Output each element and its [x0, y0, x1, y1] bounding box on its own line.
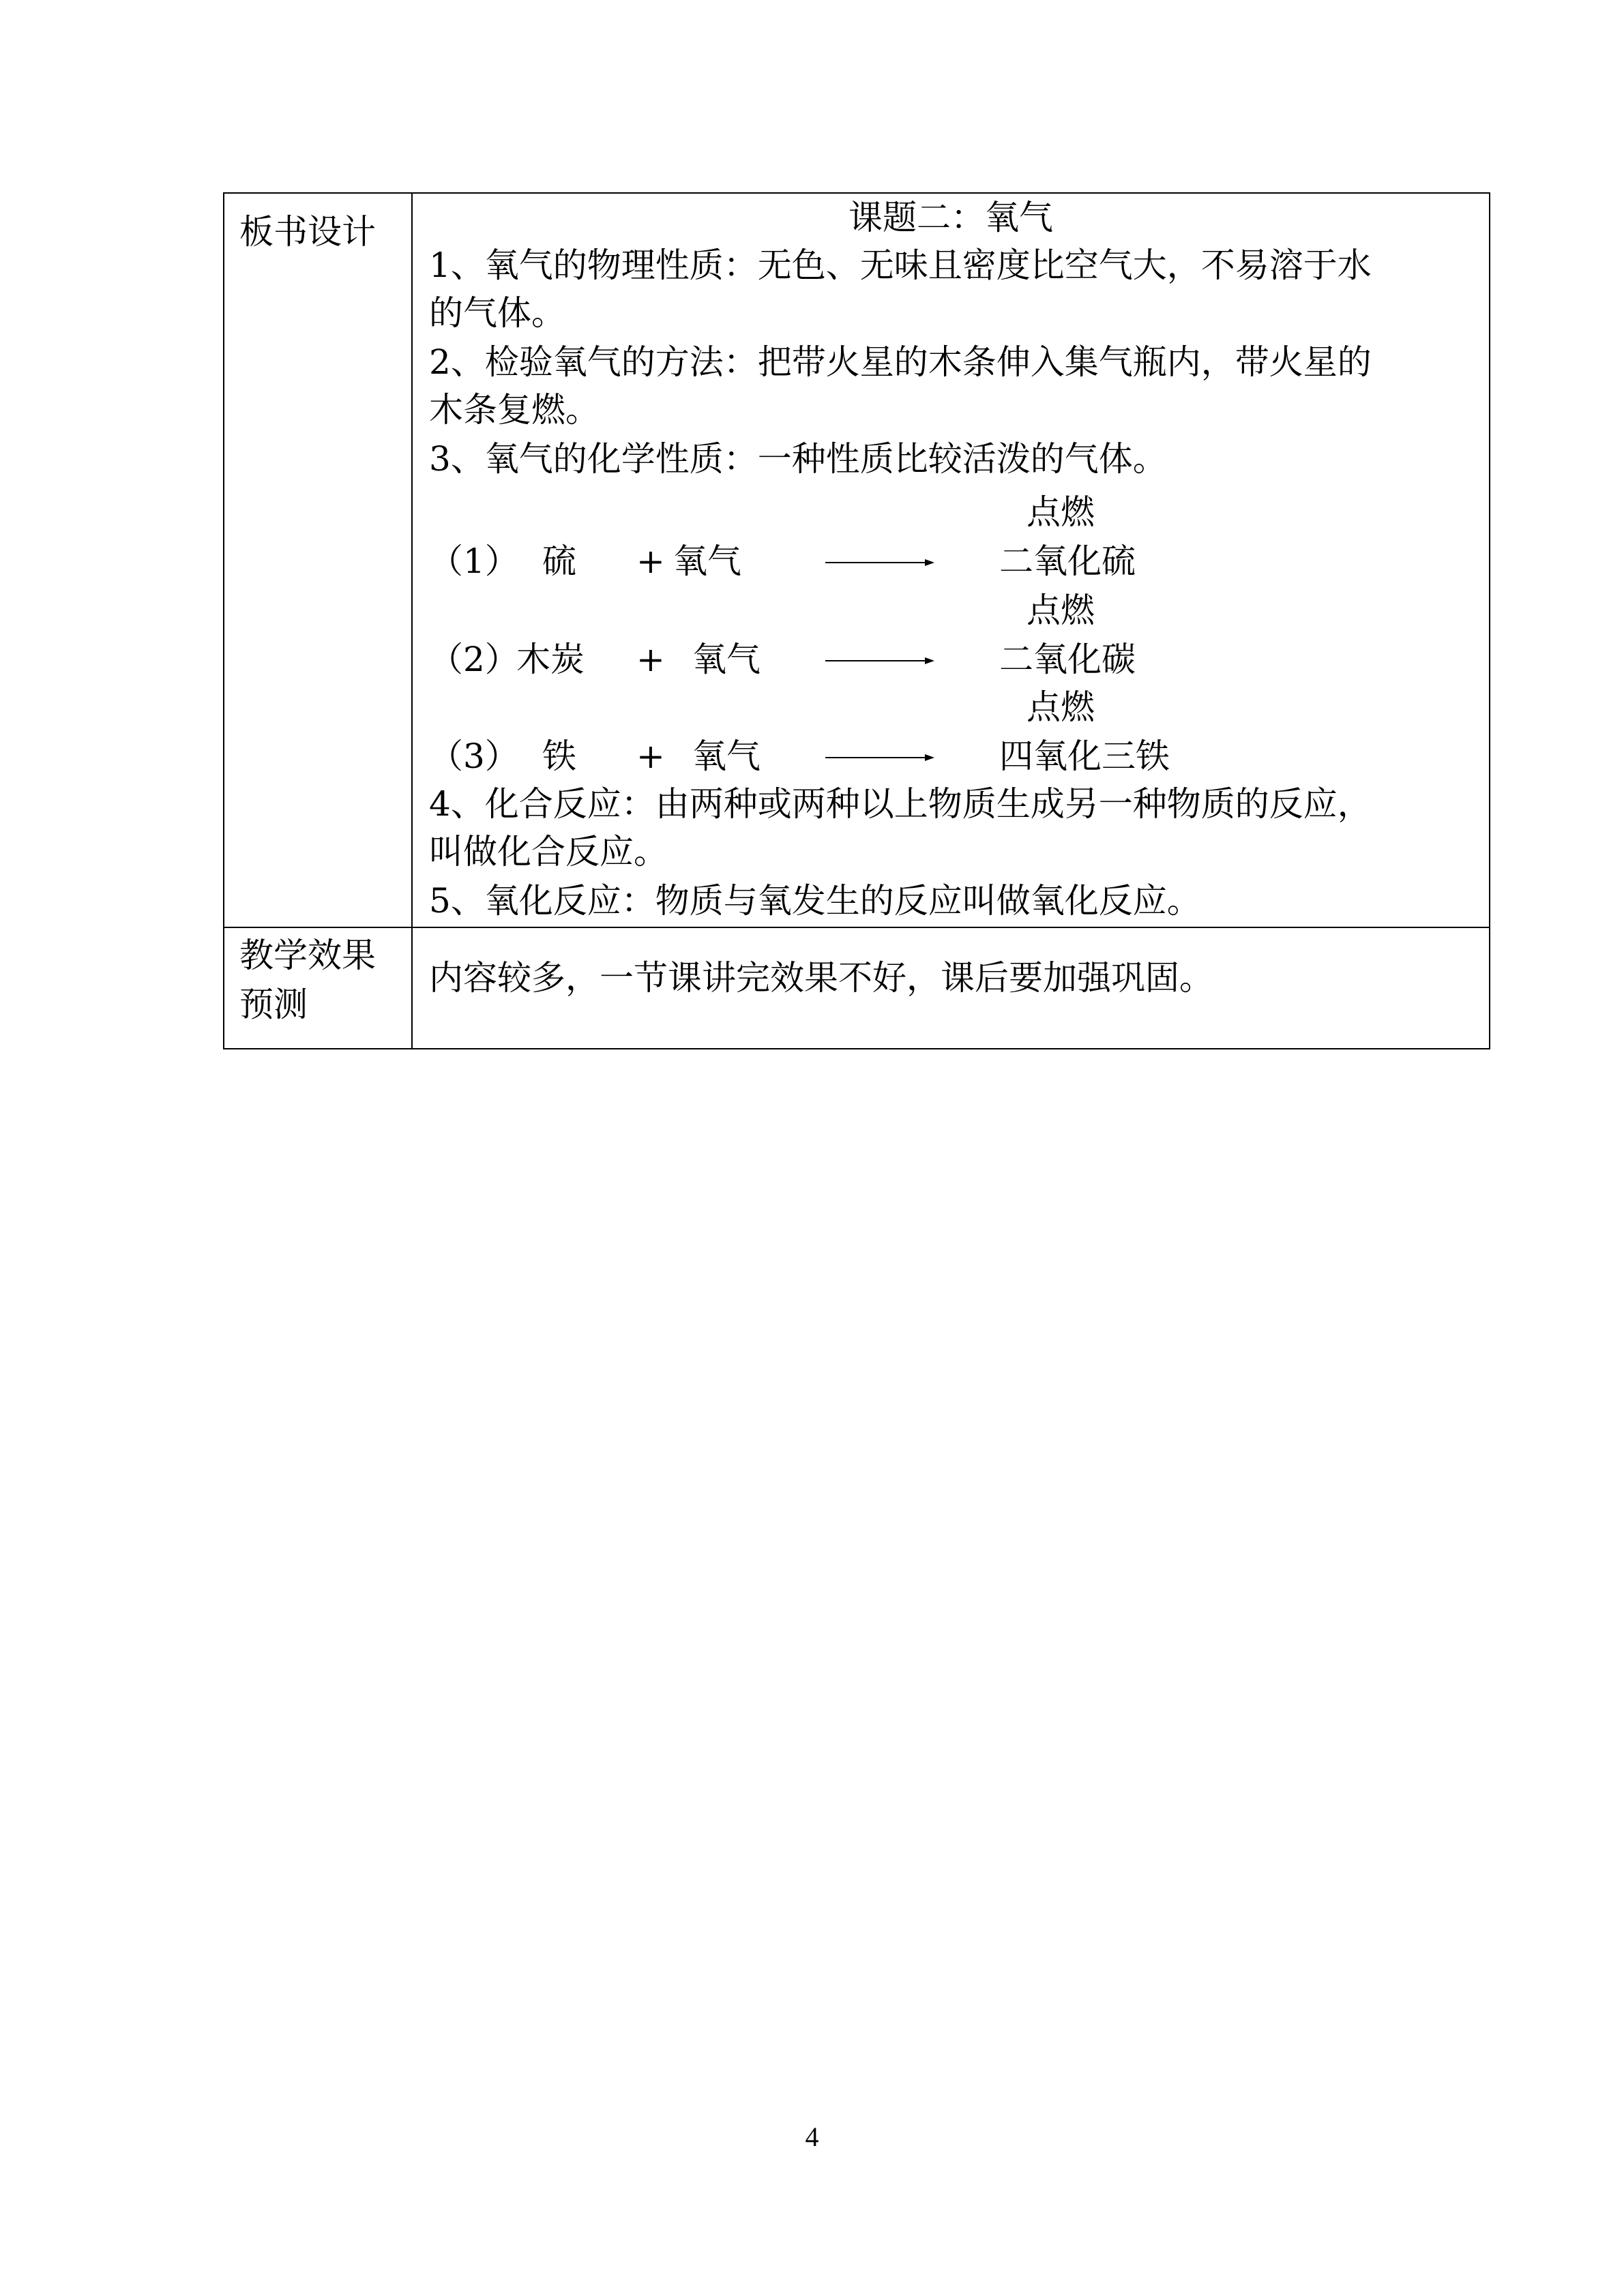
reaction-1-arrow-icon	[825, 558, 934, 567]
reaction-2-arrow-icon	[825, 656, 934, 666]
reaction-1-reactant-1: 硫	[542, 541, 576, 581]
board-design-row	[224, 193, 1490, 927]
lesson-plan-table	[223, 192, 1490, 1049]
reaction-3-reactant-1: 铁	[542, 736, 576, 776]
reaction-3-reactant-2: 氧气	[692, 736, 761, 776]
effect-prediction-label	[224, 927, 412, 1049]
reaction-1-condition: 点燃	[1027, 492, 1095, 532]
board-design-label	[224, 193, 412, 927]
reaction-1-plus: +	[636, 541, 665, 581]
effect-prediction-content-cell	[412, 927, 1490, 1049]
reaction-3-index: （3）	[429, 736, 519, 776]
reaction-2-plus: +	[636, 640, 665, 679]
point-2-line-2: 木条复燃。	[429, 390, 600, 430]
reaction-2-product: 二氧化碳	[999, 640, 1136, 679]
reaction-1-reactant-2: 氧气	[673, 541, 741, 581]
point-3: 3、氧气的化学性质：一种性质比较活泼的气体。	[429, 439, 1167, 479]
lesson-title: 课题二：氧气	[848, 198, 1053, 237]
reaction-2-reactant-2: 氧气	[692, 640, 761, 679]
point-4-line-1: 4、化合反应：由两种或两种以上物质生成另一种物质的反应，	[429, 784, 1372, 824]
reaction-3-arrow-icon	[825, 753, 934, 762]
reaction-2-index: （2）	[429, 640, 519, 679]
reaction-3-condition: 点燃	[1027, 687, 1095, 727]
page-number: 4	[805, 2121, 819, 2152]
reaction-2-condition: 点燃	[1027, 591, 1095, 630]
reaction-2-reactant-1: 木炭	[516, 640, 585, 679]
reaction-3	[413, 732, 1489, 780]
reaction-1-product: 二氧化硫	[999, 541, 1136, 581]
effect-prediction-content: 内容较多，一节课讲完效果不好，课后要加强巩固。	[429, 958, 1213, 998]
point-1-line-1: 1、氧气的物理性质：无色、无味且密度比空气大，不易溶于水	[429, 245, 1372, 285]
reaction-1	[413, 537, 1489, 585]
effect-prediction-label-line-2: 预测	[239, 985, 308, 1024]
reaction-2	[413, 636, 1489, 683]
effect-prediction-label-line-1: 教学效果	[239, 936, 376, 975]
effect-prediction-row	[224, 927, 1490, 1049]
reaction-1-index: （1）	[429, 541, 519, 581]
board-design-content	[412, 193, 1490, 927]
reaction-3-plus: +	[636, 736, 665, 776]
reaction-3-product: 四氧化三铁	[999, 736, 1170, 776]
point-4-line-2: 叫做化合反应。	[429, 832, 668, 871]
point-2-line-1: 2、检验氧气的方法：把带火星的木条伸入集气瓶内，带火星的	[429, 342, 1372, 382]
point-5: 5、氧化反应：物质与氧发生的反应叫做氧化反应。	[429, 881, 1201, 921]
board-design-label-text: 板书设计	[239, 212, 376, 252]
point-1-line-2: 的气体。	[429, 293, 565, 333]
